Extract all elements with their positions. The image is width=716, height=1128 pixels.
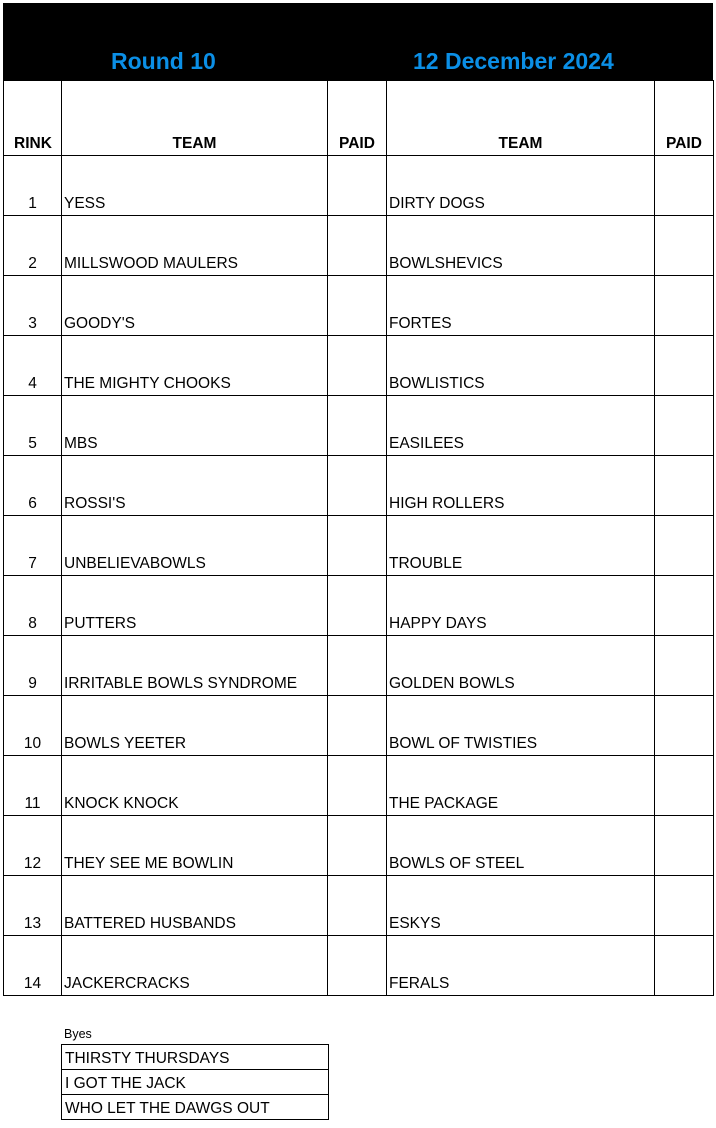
- team-b-cell: FERALS: [387, 936, 655, 996]
- paid-a-cell: [328, 936, 387, 996]
- rink-cell: 6: [4, 456, 62, 516]
- rink-cell: 13: [4, 876, 62, 936]
- team-a-cell: UNBELIEVABOWLS: [62, 516, 328, 576]
- header-row: [4, 81, 714, 156]
- paid-a-cell: [328, 816, 387, 876]
- paid-a-cell: [328, 336, 387, 396]
- table-row: [4, 216, 714, 276]
- team-b-cell: ESKYS: [387, 876, 655, 936]
- table-row: [4, 156, 714, 216]
- team-a-cell: GOODY'S: [62, 276, 328, 336]
- fixtures-table: [3, 80, 714, 996]
- team-b-cell: HIGH ROLLERS: [387, 456, 655, 516]
- paid-b-cell: [655, 876, 714, 936]
- team-a-cell: BOWLS YEETER: [62, 696, 328, 756]
- paid-a-cell: [328, 696, 387, 756]
- team-a-cell: PUTTERS: [62, 576, 328, 636]
- rink-cell: 5: [4, 396, 62, 456]
- team-b-cell: FORTES: [387, 276, 655, 336]
- byes-table: [61, 1044, 329, 1120]
- team-a-cell: BATTERED HUSBANDS: [62, 876, 328, 936]
- rink-cell: 12: [4, 816, 62, 876]
- column-header-rink: RINK: [4, 81, 62, 156]
- paid-a-cell: [328, 876, 387, 936]
- paid-b-cell: [655, 516, 714, 576]
- bye-team-cell: THIRSTY THURSDAYS: [62, 1045, 329, 1070]
- team-b-cell: THE PACKAGE: [387, 756, 655, 816]
- table-row: [4, 636, 714, 696]
- team-b-cell: DIRTY DOGS: [387, 156, 655, 216]
- paid-b-cell: [655, 816, 714, 876]
- table-row: [4, 696, 714, 756]
- header-banner: [3, 3, 713, 80]
- paid-b-cell: [655, 396, 714, 456]
- team-b-cell: BOWLS OF STEEL: [387, 816, 655, 876]
- team-b-cell: BOWL OF TWISTIES: [387, 696, 655, 756]
- rink-cell: 4: [4, 336, 62, 396]
- rink-cell: 10: [4, 696, 62, 756]
- team-b-cell: BOWLISTICS: [387, 336, 655, 396]
- team-a-cell: YESS: [62, 156, 328, 216]
- byes-label: Byes: [64, 1027, 92, 1041]
- paid-b-cell: [655, 216, 714, 276]
- table-row: [4, 456, 714, 516]
- bye-team-cell: WHO LET THE DAWGS OUT: [62, 1095, 329, 1120]
- team-b-cell: TROUBLE: [387, 516, 655, 576]
- team-b-cell: BOWLSHEVICS: [387, 216, 655, 276]
- team-b-cell: EASILEES: [387, 396, 655, 456]
- paid-b-cell: [655, 336, 714, 396]
- rink-cell: 3: [4, 276, 62, 336]
- paid-b-cell: [655, 156, 714, 216]
- rink-cell: 2: [4, 216, 62, 276]
- paid-a-cell: [328, 216, 387, 276]
- column-header-paid-b: PAID: [655, 81, 714, 156]
- column-header-team-b: TEAM: [387, 81, 655, 156]
- table-row: [4, 936, 714, 996]
- rink-cell: 1: [4, 156, 62, 216]
- paid-a-cell: [328, 576, 387, 636]
- date-title: 12 December 2024: [413, 48, 614, 74]
- paid-b-cell: [655, 456, 714, 516]
- table-row: [4, 756, 714, 816]
- team-a-cell: JACKERCRACKS: [62, 936, 328, 996]
- table-row: [4, 336, 714, 396]
- paid-a-cell: [328, 156, 387, 216]
- team-a-cell: THEY SEE ME BOWLIN: [62, 816, 328, 876]
- rink-cell: 14: [4, 936, 62, 996]
- team-b-cell: HAPPY DAYS: [387, 576, 655, 636]
- table-row: [4, 876, 714, 936]
- bye-row: [62, 1095, 329, 1120]
- rink-cell: 9: [4, 636, 62, 696]
- rink-cell: 7: [4, 516, 62, 576]
- rink-cell: 8: [4, 576, 62, 636]
- team-a-cell: MILLSWOOD MAULERS: [62, 216, 328, 276]
- paid-b-cell: [655, 636, 714, 696]
- bye-team-cell: I GOT THE JACK: [62, 1070, 329, 1095]
- paid-a-cell: [328, 276, 387, 336]
- paid-b-cell: [655, 936, 714, 996]
- bye-row: [62, 1045, 329, 1070]
- table-row: [4, 576, 714, 636]
- paid-b-cell: [655, 756, 714, 816]
- paid-a-cell: [328, 516, 387, 576]
- table-row: [4, 816, 714, 876]
- team-b-cell: GOLDEN BOWLS: [387, 636, 655, 696]
- table-row: [4, 516, 714, 576]
- column-header-paid-a: PAID: [328, 81, 387, 156]
- team-a-cell: KNOCK KNOCK: [62, 756, 328, 816]
- round-title: Round 10: [111, 48, 216, 74]
- team-a-cell: THE MIGHTY CHOOKS: [62, 336, 328, 396]
- team-a-cell: MBS: [62, 396, 328, 456]
- table-row: [4, 396, 714, 456]
- paid-b-cell: [655, 576, 714, 636]
- team-a-cell: ROSSI'S: [62, 456, 328, 516]
- team-a-cell: IRRITABLE BOWLS SYNDROME: [62, 636, 328, 696]
- table-row: [4, 276, 714, 336]
- paid-b-cell: [655, 276, 714, 336]
- paid-b-cell: [655, 696, 714, 756]
- paid-a-cell: [328, 396, 387, 456]
- rink-cell: 11: [4, 756, 62, 816]
- paid-a-cell: [328, 456, 387, 516]
- column-header-team-a: TEAM: [62, 81, 328, 156]
- paid-a-cell: [328, 636, 387, 696]
- paid-a-cell: [328, 756, 387, 816]
- bye-row: [62, 1070, 329, 1095]
